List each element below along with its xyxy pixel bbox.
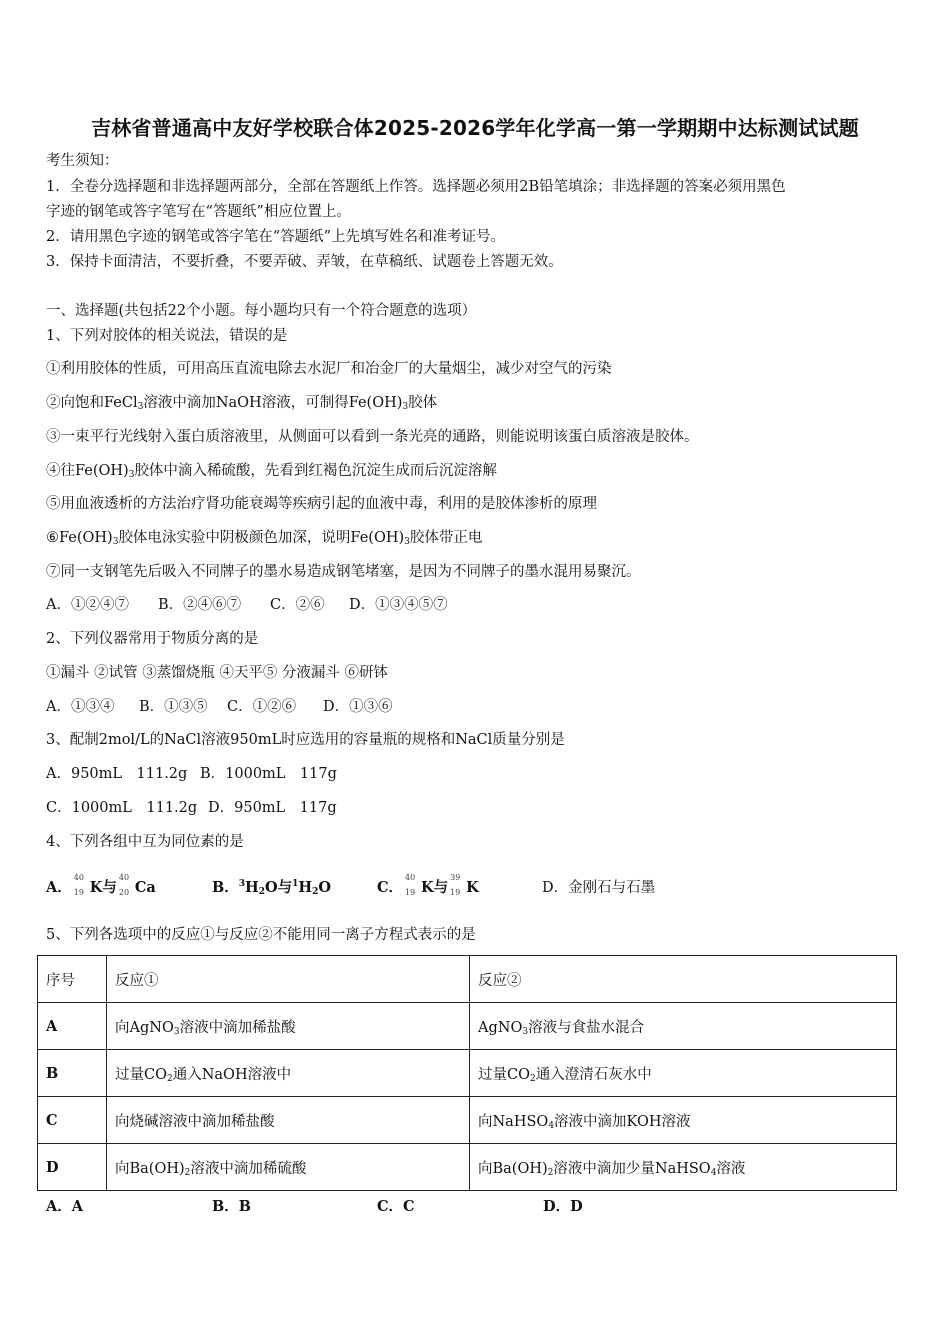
question-1-statement: ③一束平行光线射入蛋白质溶液里，从侧面可以看到一条光亮的通路，则能说明该蛋白质溶液是胶体。 (46, 429, 699, 445)
reaction-2-cell: AgNO$_3$溶液与食盐水混合 (470, 1003, 897, 1050)
notice-item: 2．请用黑色字迹的钢笔或答字笔在“答题纸”上先填写姓名和准考证号。 (46, 229, 506, 245)
row-label: C (38, 1097, 107, 1144)
table-header-cell: 反应① (107, 956, 470, 1003)
option-b[interactable]: B．①③⑤ (139, 699, 208, 715)
row-label: A (38, 1003, 107, 1050)
question-1-statement: ②向饱和FeCl$_3$溶液中滴加NaOH溶液，可制得$Fe(OH)_3$胶体 (46, 395, 438, 412)
reaction-1-cell: 向$Ba(OH)_2$溶液中滴加稀硫酸 (107, 1144, 470, 1191)
question-2-items: ①漏斗 ②试管 ③蒸馏烧瓶 ④天平⑤ 分液漏斗 ⑥研钵 (46, 665, 389, 681)
notice-heading: 考生须知： (46, 153, 119, 169)
notice-item: 3．保持卡面清洁，不要折叠，不要弄破、弄皱，在草稿纸、试题卷上答题无效。 (46, 254, 563, 270)
question-1-options (46, 595, 448, 615)
table-row (38, 1003, 897, 1050)
question-1-statement: $⑥Fe(OH)_3$胶体电泳实验中阴极颜色加深，说明$Fe(OH)_3$胶体带正电 (46, 530, 483, 547)
question-4-option-a[interactable]: A． 40 19 K与 40 20 Ca (46, 873, 156, 897)
question-5-options (46, 1197, 583, 1217)
question-2-stem: 2、下列仪器常用于物质分离的是 (46, 631, 259, 647)
question-4-option-b[interactable]: B．$^3H_2O$与$^1H_2O$ (212, 879, 332, 897)
question-3-options (46, 798, 337, 818)
table-header-cell: 序号 (38, 956, 107, 1003)
option-c[interactable]: C．C (377, 1198, 415, 1215)
table-header-cell: 反应② (470, 956, 897, 1003)
option-c[interactable]: C．②⑥ (270, 597, 325, 613)
question-4-option-c[interactable]: C． 40 19 K与 39 19 K (377, 873, 479, 897)
question-1-statement: ⑦同一支钢笔先后吸入不同牌子的墨水易造成钢笔堵塞，是因为不同牌子的墨水混用易聚沉。 (46, 564, 641, 580)
question-1-statement: ①利用胶体的性质，可用高压直流电除去水泥厂和冶金厂的大量烟尘，减少对空气的污染 (46, 361, 612, 377)
page-title: 吉林省普通高中友好学校联合体2025-2026学年化学高一第一学期期中达标测试试题 (91, 116, 859, 140)
option-a[interactable]: A．①②④⑦ (46, 597, 129, 613)
table-row (38, 1050, 897, 1097)
reaction-1-cell: 过量$CO_2$通入NaOH溶液中 (107, 1050, 470, 1097)
reaction-2-cell: 向$Ba(OH)_2$溶液中滴加少量NaHSO$_4$溶液 (470, 1144, 897, 1191)
table-header-row (38, 956, 897, 1003)
question-4-option-d[interactable]: D．金刚石与石墨 (542, 880, 656, 896)
option-b[interactable]: B．②④⑥⑦ (158, 597, 242, 613)
question-5-stem: 5、下列各选项中的反应①与反应②不能用同一离子方程式表示的是 (46, 927, 476, 943)
option-a[interactable]: A．①③④ (46, 699, 115, 715)
option-c[interactable]: C．1000mL 111.2g (46, 800, 198, 816)
option-d[interactable]: D．D (543, 1198, 583, 1215)
option-b[interactable]: B．1000mL 117g (200, 766, 337, 782)
reaction-1-cell: 向烧碱溶液中滴加稀盐酸 (107, 1097, 470, 1144)
reaction-2-cell: 向NaHSO$_4$溶液中滴加KOH溶液 (470, 1097, 897, 1144)
option-a[interactable]: A．A (46, 1198, 84, 1215)
question-3-stem: 3、配制2mol/L的NaCl溶液950mL时应选用的容量瓶的规格和NaCl质量分别是 (46, 732, 565, 748)
option-d[interactable]: D．950mL 117g (208, 800, 337, 816)
question-3-options (46, 764, 337, 784)
table-row (38, 1144, 897, 1191)
reaction-1-cell: 向AgNO$_3$溶液中滴加稀盐酸 (107, 1003, 470, 1050)
row-label: B (38, 1050, 107, 1097)
question-4-stem: 4、下列各组中互为同位素的是 (46, 834, 244, 850)
question-1-statement: ⑤用血液透析的方法治疗肾功能衰竭等疾病引起的血液中毒，利用的是胶体渗析的原理 (46, 496, 597, 512)
question-1-stem: 1、下列对胶体的相关说法，错误的是 (46, 328, 288, 344)
question-2-options (46, 697, 393, 717)
reaction-2-cell: 过量$CO_2$通入澄清石灰水中 (470, 1050, 897, 1097)
option-c[interactable]: C．①②⑥ (227, 699, 297, 715)
row-label: D (38, 1144, 107, 1191)
notice-item: 字迹的钢笔或答字笔写在“答题纸”相应位置上。 (46, 204, 351, 220)
question-1-statement: ④往$Fe(OH)_3$胶体中滴入稀硫酸，先看到红褐色沉淀生成而后沉淀溶解 (46, 463, 497, 480)
option-a[interactable]: A．950mL 111.2g (46, 766, 188, 782)
section-heading: 一、选择题(共包括22个小题。每小题均只有一个符合题意的选项） (46, 303, 477, 319)
option-d[interactable]: D．①③⑥ (323, 699, 393, 715)
table-row (38, 1097, 897, 1144)
reaction-table (37, 955, 897, 1191)
option-d[interactable]: D．①③④⑤⑦ (349, 597, 448, 613)
notice-item: 1．全卷分选择题和非选择题两部分，全部在答题纸上作答。选择题必须用2B铅笔填涂；非选择题的答案必须用黑色 (46, 179, 786, 195)
option-b[interactable]: B．B (212, 1198, 252, 1215)
